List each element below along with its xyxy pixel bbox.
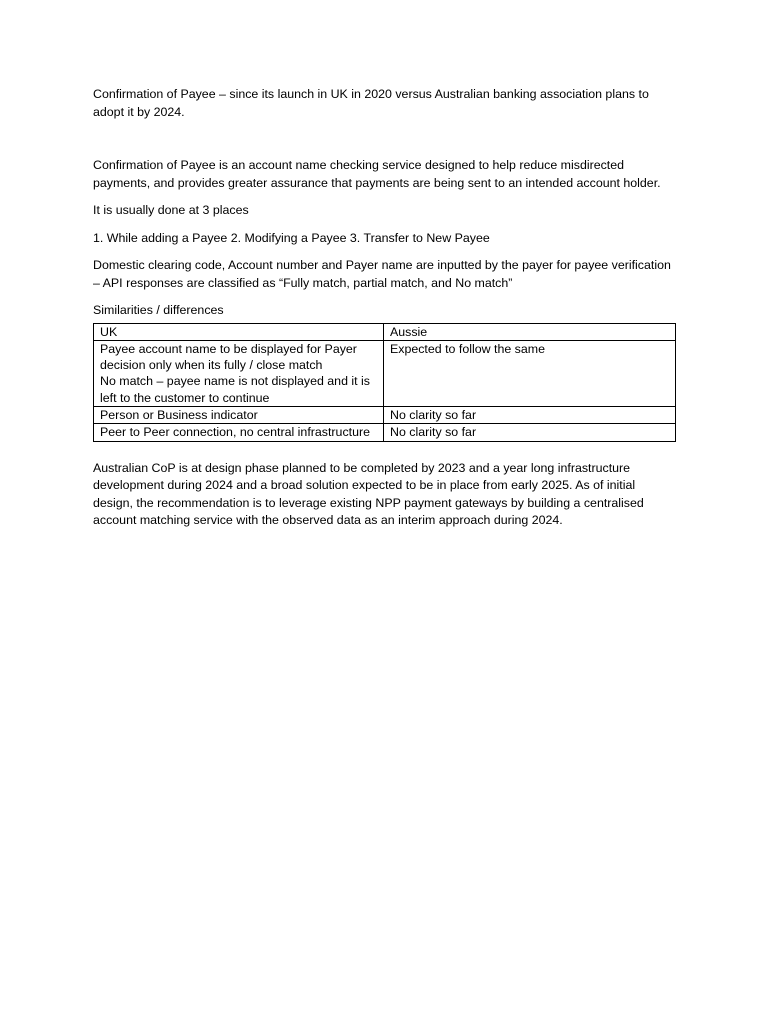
table-cell-uk: Person or Business indicator: [94, 406, 384, 423]
api-paragraph: Domestic clearing code, Account number and Payer name are inputted by the payer for payee verification – API responses are classified as “Fully match, partial match, and No match”: [93, 258, 671, 290]
comparison-table: [93, 323, 676, 442]
document-page: [93, 86, 675, 530]
table-cell-aussie: No clarity so far: [384, 424, 676, 441]
table-cell-uk: Peer to Peer connection, no central infrastructure: [94, 424, 384, 441]
title-paragraph: Confirmation of Payee – since its launch in UK in 2020 versus Australian banking association plans to adopt it by 2024.: [93, 87, 649, 119]
table-cell-uk-line: Payee account name to be displayed for Payer decision only when its fully / close match: [100, 341, 357, 373]
table-header-row: [94, 323, 676, 340]
table-cell-aussie: No clarity so far: [384, 406, 676, 423]
similarities-heading: Similarities / differences: [93, 303, 224, 317]
table-row: [94, 406, 676, 423]
steps-paragraph: 1. While adding a Payee 2. Modifying a Payee 3. Transfer to New Payee: [93, 230, 490, 245]
table-cell-uk-line: No match – payee name is not displayed and it is left to the customer to continue: [100, 374, 370, 405]
table-row: [94, 340, 676, 406]
table-header-uk: UK: [94, 323, 384, 340]
description-paragraph: Confirmation of Payee is an account name checking service designed to help reduce misdirected payments, and provides greater assurance that payments are being sent to an intended account holder.: [93, 158, 661, 190]
table-cell-uk: [94, 340, 384, 406]
table-cell-aussie: Expected to follow the same: [384, 340, 676, 406]
table-header-aussie: Aussie: [384, 323, 676, 340]
australian-paragraph: Australian CoP is at design phase planned to be completed by 2023 and a year long infrastructure development during 2024 and a broad solution expected to be in place from early 2025. As of initial design, the recommendation is to leverage existing NPP payment gateways by building a centralised account matching service with the observed data as an interim approach during 2024.: [93, 460, 644, 528]
usually-paragraph: It is usually done at 3 places: [93, 203, 249, 217]
table-row: [94, 424, 676, 441]
